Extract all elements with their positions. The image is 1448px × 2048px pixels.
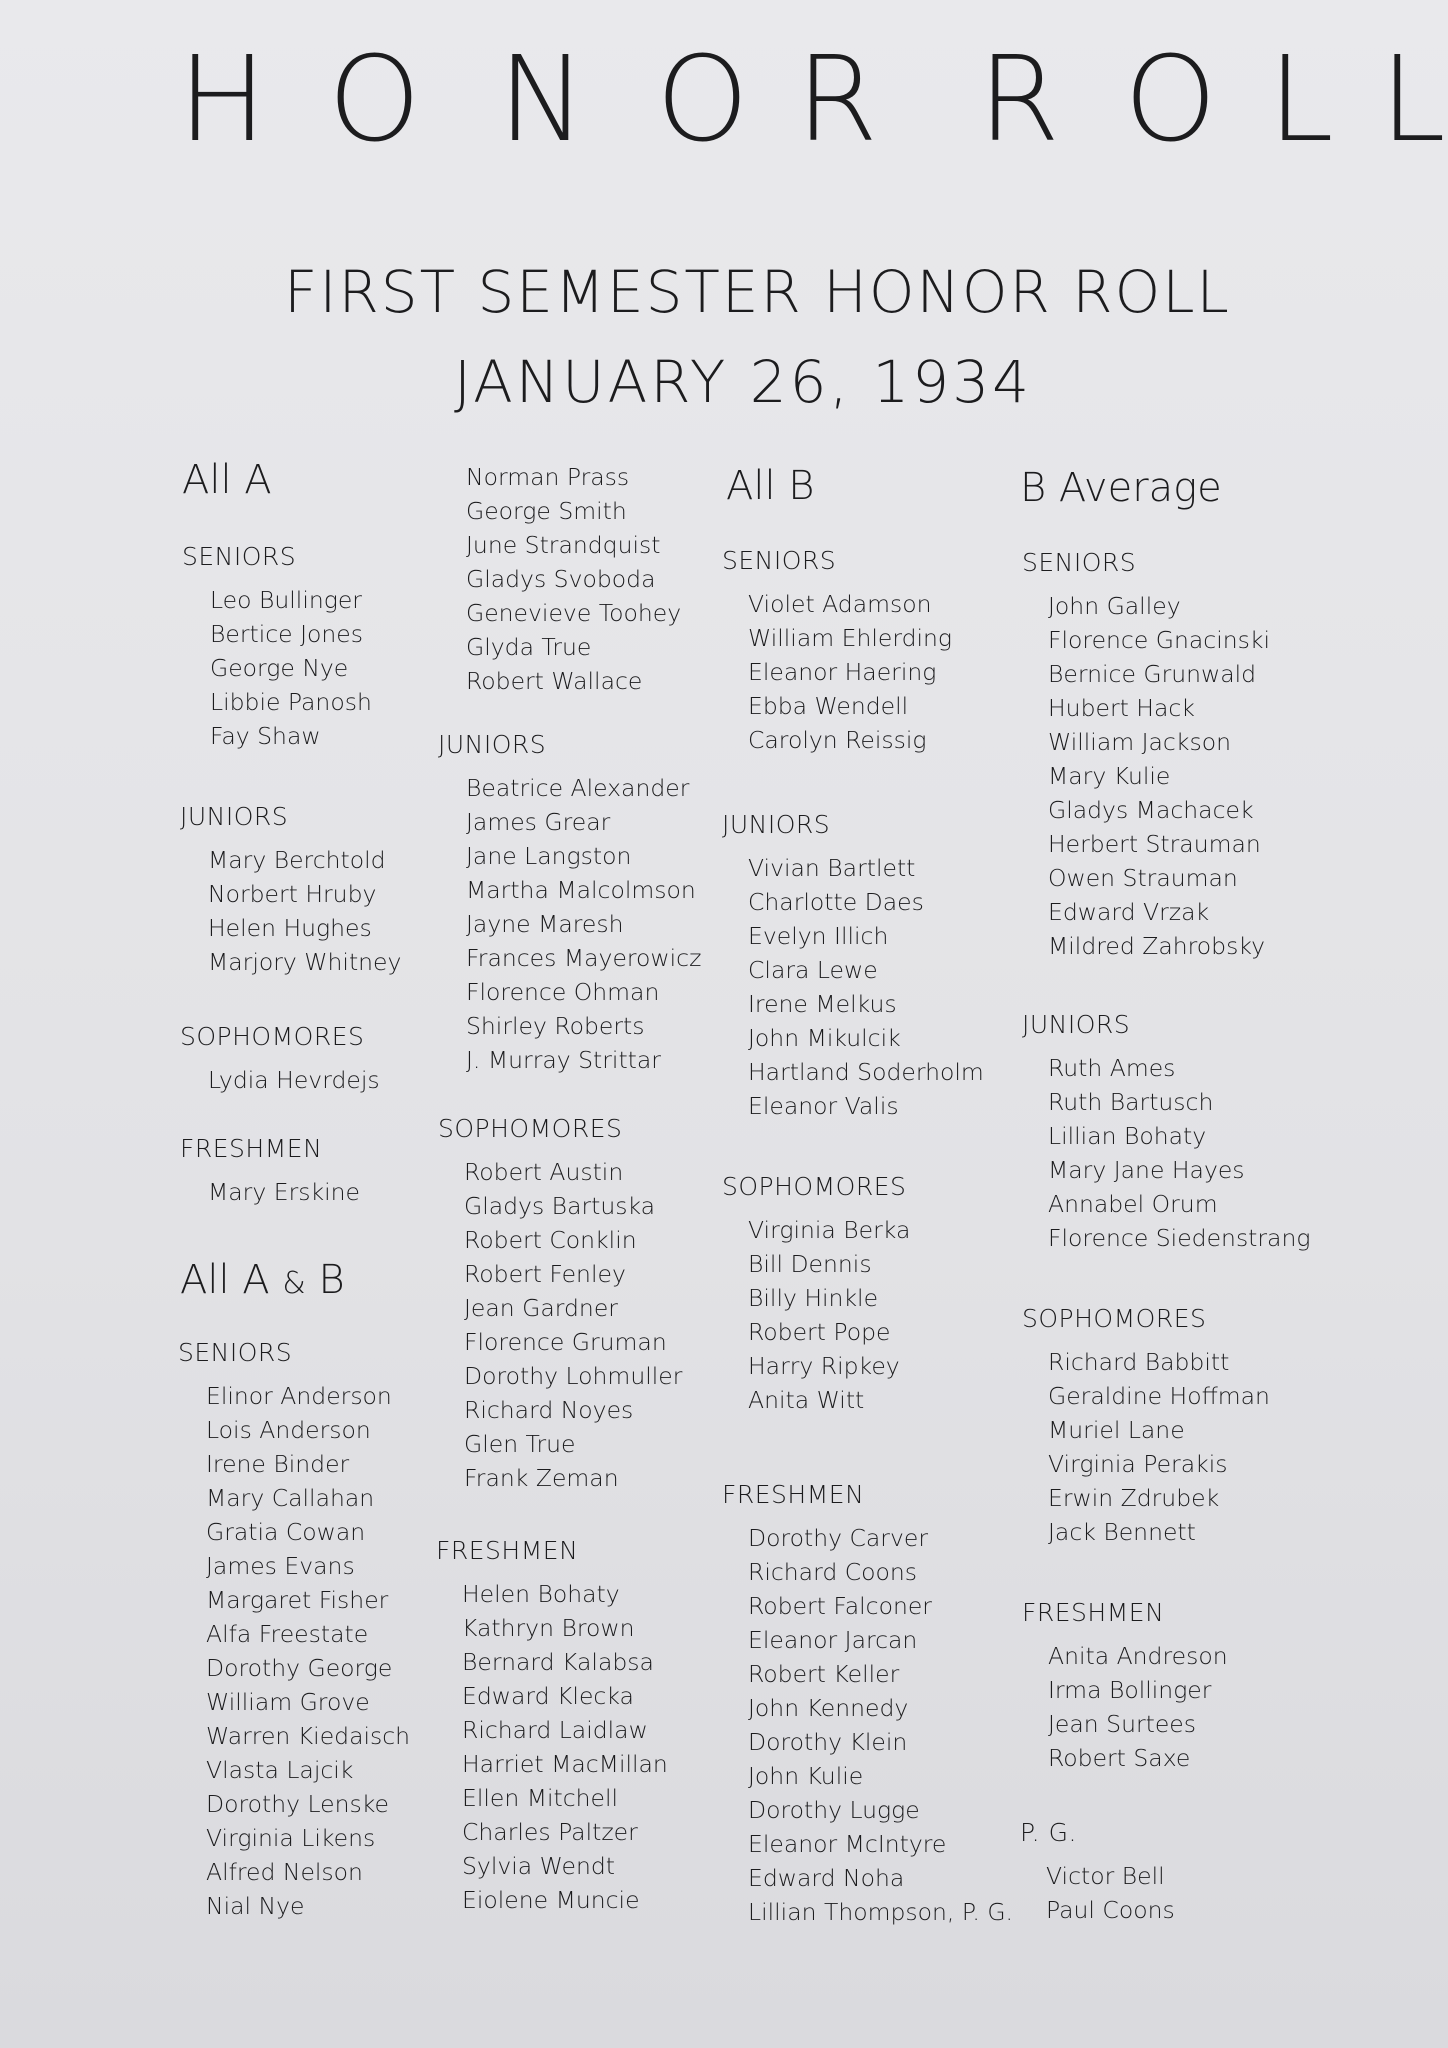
name-item: Lillian Bohaty bbox=[1048, 1122, 1207, 1150]
name-item: Nial Nye bbox=[206, 1892, 305, 1920]
name-list bbox=[210, 583, 372, 753]
name-item: J. Murray Strittar bbox=[466, 1046, 661, 1074]
name-item: Edward Vrzak bbox=[1048, 898, 1210, 926]
title-letter: O bbox=[328, 30, 421, 168]
name-item: Robert Fenley bbox=[464, 1260, 626, 1288]
name-item: Glen True bbox=[464, 1430, 576, 1458]
name-item: Clara Lewe bbox=[748, 956, 878, 984]
name-item: Robert Wallace bbox=[466, 667, 643, 695]
name-item: Jayne Maresh bbox=[466, 910, 624, 938]
name-item: June Strandquist bbox=[466, 531, 661, 559]
name-list bbox=[208, 1063, 380, 1097]
subtitle-semester: FIRST SEMESTER HONOR ROLL bbox=[284, 258, 1231, 326]
class-heading: SENIORS bbox=[178, 1338, 293, 1367]
name-item: Victor Bell bbox=[1046, 1862, 1165, 1890]
class-heading: FRESHMEN bbox=[436, 1536, 579, 1565]
name-item: Mary Berchtold bbox=[208, 846, 386, 874]
title-letter: O bbox=[1124, 30, 1217, 168]
name-item: William Grove bbox=[206, 1688, 370, 1716]
name-list bbox=[748, 1521, 1013, 1929]
name-item: Florence Gruman bbox=[464, 1328, 667, 1356]
name-item: Ebba Wendell bbox=[748, 692, 909, 720]
name-item: Gladys Machacek bbox=[1048, 796, 1254, 824]
section-heading-all-a: All A bbox=[182, 457, 272, 503]
name-item: Gladys Bartuska bbox=[464, 1192, 656, 1220]
section-heading-b-average: B Average bbox=[1020, 465, 1222, 511]
name-item: Ruth Ames bbox=[1048, 1054, 1176, 1082]
name-item: Bill Dennis bbox=[748, 1250, 872, 1278]
name-item: Virginia Perakis bbox=[1048, 1450, 1228, 1478]
name-item: Lois Anderson bbox=[206, 1416, 371, 1444]
name-item: Lillian Thompson, P. G. bbox=[748, 1898, 1013, 1926]
name-item: Harry Ripkey bbox=[748, 1352, 900, 1380]
name-item: Virginia Berka bbox=[748, 1216, 911, 1244]
name-item: Martha Malcolmson bbox=[466, 876, 696, 904]
name-item: Paul Coons bbox=[1046, 1896, 1175, 1924]
name-item: Helen Hughes bbox=[208, 914, 372, 942]
class-heading: FRESHMEN bbox=[180, 1134, 323, 1163]
name-item: Erwin Zdrubek bbox=[1048, 1484, 1220, 1512]
title-letter: H bbox=[178, 30, 267, 168]
name-list bbox=[206, 1379, 410, 1923]
name-list bbox=[1048, 1345, 1270, 1549]
name-item: Annabel Orum bbox=[1048, 1190, 1218, 1218]
name-item: Carolyn Reissig bbox=[748, 726, 927, 754]
name-list bbox=[208, 843, 401, 979]
name-list bbox=[748, 1213, 910, 1417]
name-item: John Kennedy bbox=[748, 1694, 909, 1722]
name-item: Dorothy George bbox=[206, 1654, 393, 1682]
name-item: Bernice Grunwald bbox=[1048, 660, 1257, 688]
name-item: Virginia Likens bbox=[206, 1824, 376, 1852]
name-item: Sylvia Wendt bbox=[462, 1852, 616, 1880]
name-item: Hartland Soderholm bbox=[748, 1058, 984, 1086]
name-item: George Nye bbox=[210, 654, 349, 682]
name-item: Frank Zeman bbox=[464, 1464, 619, 1492]
name-item: Dorothy Lenske bbox=[206, 1790, 389, 1818]
class-heading: JUNIORS bbox=[1022, 1010, 1131, 1039]
name-item: Florence Gnacinski bbox=[1048, 626, 1270, 654]
class-heading: FRESHMEN bbox=[722, 1480, 865, 1509]
name-item: Dorothy Klein bbox=[748, 1728, 908, 1756]
name-item: James Grear bbox=[466, 808, 611, 836]
name-item: Mary Kulie bbox=[1048, 762, 1171, 790]
name-item: Mildred Zahrobsky bbox=[1048, 932, 1265, 960]
name-list bbox=[466, 460, 681, 698]
name-item: Charles Paltzer bbox=[462, 1818, 638, 1846]
name-item: Elinor Anderson bbox=[206, 1382, 392, 1410]
name-item: Frances Mayerowicz bbox=[466, 944, 702, 972]
name-item: Dorothy Carver bbox=[748, 1524, 928, 1552]
name-item: Geraldine Hoffman bbox=[1048, 1382, 1270, 1410]
name-item: Lydia Hevrdejs bbox=[208, 1066, 380, 1094]
class-heading: SENIORS bbox=[722, 546, 837, 575]
class-heading: SENIORS bbox=[182, 542, 297, 571]
name-list bbox=[1048, 1051, 1310, 1255]
title-letter: R bbox=[978, 30, 1060, 168]
class-heading: SOPHOMORES bbox=[722, 1172, 907, 1201]
name-item: Alfa Freestate bbox=[206, 1620, 369, 1648]
name-item: Florence Ohman bbox=[466, 978, 660, 1006]
name-item: Jane Langston bbox=[466, 842, 632, 870]
name-item: Robert Austin bbox=[464, 1158, 624, 1186]
name-item: Anita Andreson bbox=[1048, 1642, 1228, 1670]
name-item: Robert Falconer bbox=[748, 1592, 932, 1620]
name-item: Owen Strauman bbox=[1048, 864, 1238, 892]
name-item: John Kulie bbox=[748, 1762, 864, 1790]
name-item: John Mikulcik bbox=[748, 1024, 901, 1052]
name-item: Mary Jane Hayes bbox=[1048, 1156, 1245, 1184]
class-heading: FRESHMEN bbox=[1022, 1598, 1165, 1627]
name-item: Irene Binder bbox=[206, 1450, 350, 1478]
name-item: Bernard Kalabsa bbox=[462, 1648, 654, 1676]
name-item: Harriet MacMillan bbox=[462, 1750, 668, 1778]
title-letter: N bbox=[498, 30, 587, 168]
name-item: Kathryn Brown bbox=[462, 1614, 635, 1642]
name-item: Warren Kiedaisch bbox=[206, 1722, 411, 1750]
class-heading: SOPHOMORES bbox=[1022, 1304, 1207, 1333]
name-item: Beatrice Alexander bbox=[466, 774, 690, 802]
name-item: John Galley bbox=[1048, 592, 1181, 620]
class-heading: SENIORS bbox=[1022, 548, 1137, 577]
name-item: Libbie Panosh bbox=[210, 688, 372, 716]
class-heading: JUNIORS bbox=[180, 802, 289, 831]
name-item: William Jackson bbox=[1048, 728, 1231, 756]
name-item: Bertice Jones bbox=[210, 620, 364, 648]
name-item: Eleanor McIntyre bbox=[748, 1830, 947, 1858]
name-item: Richard Babbitt bbox=[1048, 1348, 1230, 1376]
name-item: Mary Erskine bbox=[208, 1178, 360, 1206]
name-item: Ruth Bartusch bbox=[1048, 1088, 1214, 1116]
name-item: Irene Melkus bbox=[748, 990, 897, 1018]
title-letter: O bbox=[656, 30, 749, 168]
name-item: Vivian Bartlett bbox=[748, 854, 916, 882]
title-letter: L bbox=[1268, 30, 1334, 168]
name-item: Robert Keller bbox=[748, 1660, 900, 1688]
name-item: Richard Coons bbox=[748, 1558, 918, 1586]
name-item: Ellen Mitchell bbox=[462, 1784, 619, 1812]
name-item: Jean Surtees bbox=[1048, 1710, 1196, 1738]
name-item: Billy Hinkle bbox=[748, 1284, 879, 1312]
name-list bbox=[1048, 589, 1270, 963]
class-heading: P. G. bbox=[1020, 1818, 1077, 1847]
name-item: Eleanor Valis bbox=[748, 1092, 899, 1120]
name-item: William Ehlerding bbox=[748, 624, 953, 652]
name-item: Evelyn Illich bbox=[748, 922, 889, 950]
name-item: Norbert Hruby bbox=[208, 880, 377, 908]
name-item: Robert Conklin bbox=[464, 1226, 637, 1254]
name-item: Eleanor Haering bbox=[748, 658, 937, 686]
name-item: Alfred Nelson bbox=[206, 1858, 363, 1886]
name-item: Norman Prass bbox=[466, 463, 630, 491]
name-list bbox=[208, 1175, 360, 1209]
name-item: George Smith bbox=[466, 497, 627, 525]
name-item: Dorothy Lugge bbox=[748, 1796, 920, 1824]
name-item: Robert Pope bbox=[748, 1318, 891, 1346]
name-item: Shirley Roberts bbox=[466, 1012, 645, 1040]
name-item: Hubert Hack bbox=[1048, 694, 1195, 722]
name-item: Richard Noyes bbox=[464, 1396, 634, 1424]
section-heading-all-a-and-b: All A & B bbox=[180, 1257, 345, 1303]
name-item: Jean Gardner bbox=[464, 1294, 618, 1322]
class-heading: SOPHOMORES bbox=[180, 1022, 365, 1051]
name-item: Helen Bohaty bbox=[462, 1580, 620, 1608]
name-item: Marjory Whitney bbox=[208, 948, 402, 976]
name-item: Eiolene Muncie bbox=[462, 1886, 640, 1914]
name-item: Anita Witt bbox=[748, 1386, 865, 1414]
name-item: Fay Shaw bbox=[210, 722, 321, 750]
class-heading: SOPHOMORES bbox=[438, 1114, 623, 1143]
name-item: Dorothy Lohmuller bbox=[464, 1362, 683, 1390]
name-item: Leo Bullinger bbox=[210, 586, 362, 614]
section-heading-all-b: All B bbox=[726, 463, 815, 509]
name-list bbox=[1048, 1639, 1228, 1775]
name-item: Genevieve Toohey bbox=[466, 599, 682, 627]
title-letter: R bbox=[796, 30, 878, 168]
name-item: Herbert Strauman bbox=[1048, 830, 1261, 858]
name-item: Jack Bennett bbox=[1048, 1518, 1196, 1546]
name-item: Gratia Cowan bbox=[206, 1518, 366, 1546]
subtitle-date: JANUARY 26, 1934 bbox=[454, 348, 1033, 416]
name-item: Muriel Lane bbox=[1048, 1416, 1185, 1444]
class-heading: JUNIORS bbox=[722, 810, 831, 839]
class-heading: JUNIORS bbox=[438, 730, 547, 759]
name-item: James Evans bbox=[206, 1552, 355, 1580]
name-item: Charlotte Daes bbox=[748, 888, 924, 916]
name-item: Margaret Fisher bbox=[206, 1586, 389, 1614]
title-letter: L bbox=[1380, 30, 1446, 168]
name-list bbox=[464, 1155, 682, 1495]
name-item: Gladys Svoboda bbox=[466, 565, 656, 593]
name-item: Robert Saxe bbox=[1048, 1744, 1191, 1772]
name-item: Violet Adamson bbox=[748, 590, 932, 618]
name-item: Vlasta Lajcik bbox=[206, 1756, 354, 1784]
name-list bbox=[466, 771, 701, 1077]
name-list bbox=[748, 587, 952, 757]
name-item: Eleanor Jarcan bbox=[748, 1626, 918, 1654]
name-list bbox=[1046, 1859, 1175, 1927]
name-item: Glyda True bbox=[466, 633, 592, 661]
name-item: Florence Siedenstrang bbox=[1048, 1224, 1311, 1252]
name-item: Edward Klecka bbox=[462, 1682, 634, 1710]
name-list bbox=[748, 851, 984, 1123]
name-list bbox=[462, 1577, 668, 1917]
name-item: Mary Callahan bbox=[206, 1484, 375, 1512]
name-item: Edward Noha bbox=[748, 1864, 905, 1892]
name-item: Irma Bollinger bbox=[1048, 1676, 1212, 1704]
name-item: Richard Laidlaw bbox=[462, 1716, 648, 1744]
